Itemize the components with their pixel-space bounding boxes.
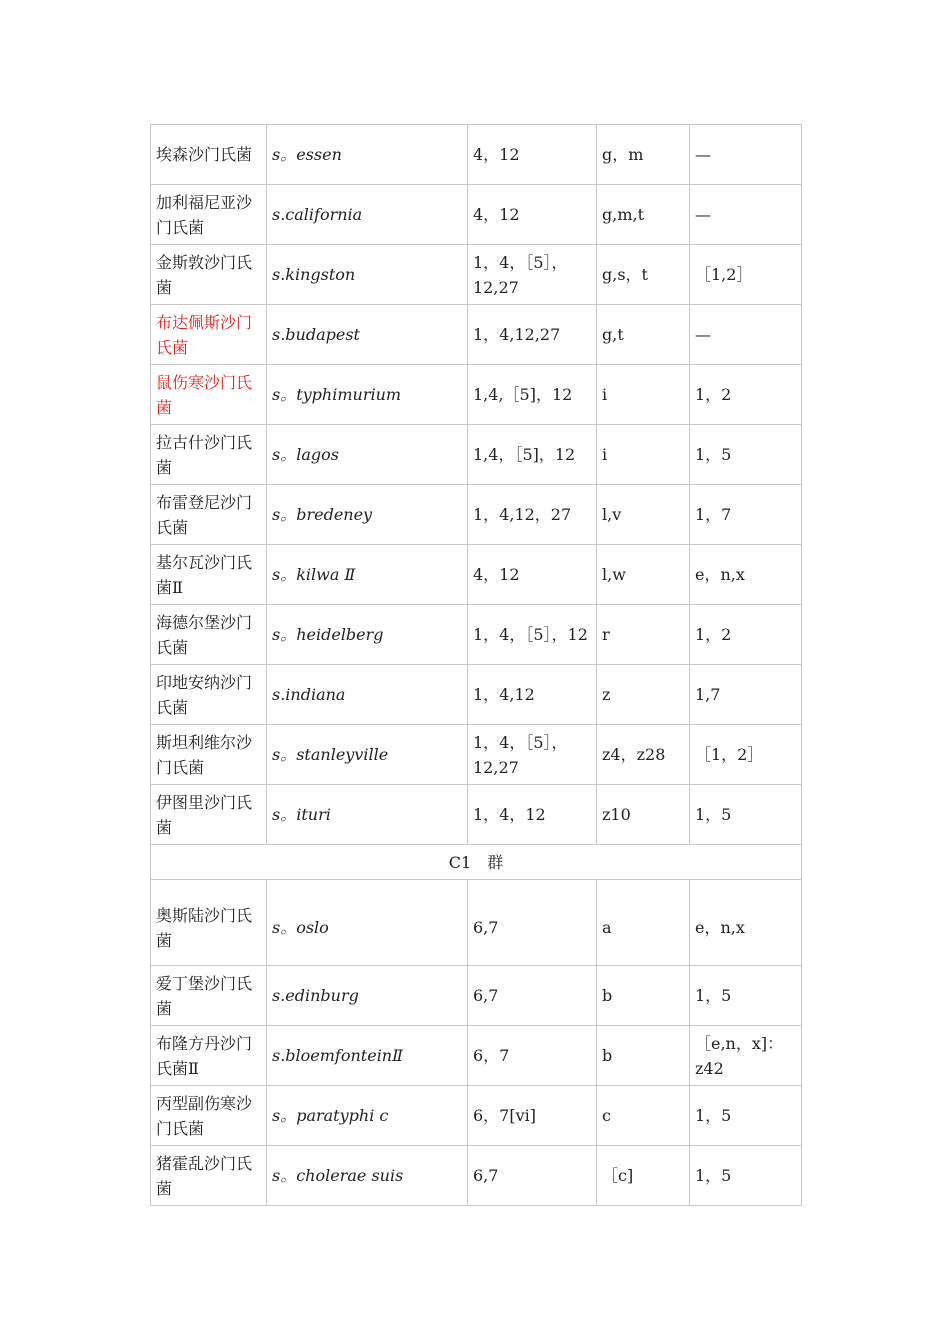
cell-o-antigen: 1，4,12，27 bbox=[468, 485, 597, 545]
cell-h-phase2: ［e,n，x]：z42 bbox=[690, 1026, 802, 1086]
cell-name: 布隆方丹沙门氏菌Ⅱ bbox=[151, 1026, 267, 1086]
cell-h-phase1: r bbox=[597, 605, 690, 665]
cell-h-phase1: z4，z28 bbox=[597, 725, 690, 785]
salmonella-antigen-table bbox=[150, 124, 802, 1206]
table-row bbox=[151, 665, 802, 725]
cell-o-antigen: 1，4，12 bbox=[468, 785, 597, 845]
cell-latin: s。lagos bbox=[267, 425, 468, 485]
cell-latin: s。essen bbox=[267, 125, 468, 185]
cell-o-antigen: 6，7[vi] bbox=[468, 1086, 597, 1146]
cell-name: 丙型副伤寒沙门氏菌 bbox=[151, 1086, 267, 1146]
table-row bbox=[151, 1086, 802, 1146]
cell-latin: s。heidelberg bbox=[267, 605, 468, 665]
cell-latin: s。ituri bbox=[267, 785, 468, 845]
group-header-row bbox=[151, 845, 802, 880]
cell-latin: s。typhimurium bbox=[267, 365, 468, 425]
table-row bbox=[151, 605, 802, 665]
cell-o-antigen: 4，12 bbox=[468, 545, 597, 605]
cell-latin: s。stanleyville bbox=[267, 725, 468, 785]
cell-h-phase2: e，n,x bbox=[690, 545, 802, 605]
cell-h-phase1: g，m bbox=[597, 125, 690, 185]
cell-latin: s。cholerae suis bbox=[267, 1146, 468, 1206]
cell-name: 加利福尼亚沙门氏菌 bbox=[151, 185, 267, 245]
cell-h-phase1: g,s，t bbox=[597, 245, 690, 305]
cell-h-phase2: ［1,2］ bbox=[690, 245, 802, 305]
cell-name: 猪霍乱沙门氏菌 bbox=[151, 1146, 267, 1206]
cell-name: 拉古什沙门氏菌 bbox=[151, 425, 267, 485]
table-row bbox=[151, 125, 802, 185]
cell-name: 鼠伤寒沙门氏菌 bbox=[151, 365, 267, 425]
cell-latin: s。oslo bbox=[267, 880, 468, 966]
cell-o-antigen: 4，12 bbox=[468, 185, 597, 245]
cell-latin: s.edinburg bbox=[267, 966, 468, 1026]
cell-name: 埃森沙门氏菌 bbox=[151, 125, 267, 185]
cell-latin: s。paratyphi c bbox=[267, 1086, 468, 1146]
cell-o-antigen: 1，4，［5］，12,27 bbox=[468, 245, 597, 305]
table-row bbox=[151, 725, 802, 785]
table-row bbox=[151, 305, 802, 365]
cell-h-phase1: z10 bbox=[597, 785, 690, 845]
table-row bbox=[151, 245, 802, 305]
cell-h-phase1: l,w bbox=[597, 545, 690, 605]
cell-o-antigen: 1，4,12 bbox=[468, 665, 597, 725]
cell-h-phase1: ［c] bbox=[597, 1146, 690, 1206]
cell-latin: s。bredeney bbox=[267, 485, 468, 545]
table-row bbox=[151, 966, 802, 1026]
cell-h-phase2: 1，2 bbox=[690, 605, 802, 665]
cell-name: 海德尔堡沙门氏菌 bbox=[151, 605, 267, 665]
table-row bbox=[151, 785, 802, 845]
cell-h-phase2: 1，2 bbox=[690, 365, 802, 425]
cell-latin: s.kingston bbox=[267, 245, 468, 305]
cell-o-antigen: 6,7 bbox=[468, 1146, 597, 1206]
cell-h-phase2: 1，5 bbox=[690, 425, 802, 485]
cell-h-phase2: 1，5 bbox=[690, 785, 802, 845]
cell-latin: s.bloemfonteinⅡ bbox=[267, 1026, 468, 1086]
group-label: C1 群 bbox=[151, 845, 802, 880]
cell-o-antigen: 1，4，［5］，12,27 bbox=[468, 725, 597, 785]
cell-name: 布达佩斯沙门氏菌 bbox=[151, 305, 267, 365]
cell-h-phase1: l,v bbox=[597, 485, 690, 545]
cell-latin: s。kilwa Ⅱ bbox=[267, 545, 468, 605]
cell-h-phase1: z bbox=[597, 665, 690, 725]
cell-h-phase1: i bbox=[597, 425, 690, 485]
table-row bbox=[151, 545, 802, 605]
cell-h-phase1: i bbox=[597, 365, 690, 425]
cell-name: 爱丁堡沙门氏菌 bbox=[151, 966, 267, 1026]
cell-h-phase2: — bbox=[690, 125, 802, 185]
cell-o-antigen: 6,7 bbox=[468, 880, 597, 966]
cell-name: 印地安纳沙门氏菌 bbox=[151, 665, 267, 725]
cell-h-phase1: g,t bbox=[597, 305, 690, 365]
table-row bbox=[151, 880, 802, 966]
cell-name: 奥斯陆沙门氏菌 bbox=[151, 880, 267, 966]
cell-h-phase1: c bbox=[597, 1086, 690, 1146]
table-row bbox=[151, 365, 802, 425]
cell-h-phase1: a bbox=[597, 880, 690, 966]
cell-h-phase2: e，n,x bbox=[690, 880, 802, 966]
cell-name: 斯坦利维尔沙门氏菌 bbox=[151, 725, 267, 785]
cell-h-phase2: — bbox=[690, 305, 802, 365]
table-row bbox=[151, 1026, 802, 1086]
cell-o-antigen: 1,4，［5]，12 bbox=[468, 425, 597, 485]
cell-name: 布雷登尼沙门氏菌 bbox=[151, 485, 267, 545]
cell-h-phase1: b bbox=[597, 1026, 690, 1086]
cell-h-phase2: 1，5 bbox=[690, 1146, 802, 1206]
cell-h-phase2: 1，7 bbox=[690, 485, 802, 545]
cell-latin: s.indiana bbox=[267, 665, 468, 725]
cell-h-phase2: ［1，2］ bbox=[690, 725, 802, 785]
cell-latin: s.california bbox=[267, 185, 468, 245]
cell-name: 基尔瓦沙门氏菌Ⅱ bbox=[151, 545, 267, 605]
cell-o-antigen: 6，7 bbox=[468, 1026, 597, 1086]
table-row bbox=[151, 485, 802, 545]
cell-h-phase2: 1,7 bbox=[690, 665, 802, 725]
cell-o-antigen: 1,4,［5]，12 bbox=[468, 365, 597, 425]
cell-h-phase2: 1，5 bbox=[690, 1086, 802, 1146]
table-row bbox=[151, 185, 802, 245]
cell-h-phase2: — bbox=[690, 185, 802, 245]
table-row bbox=[151, 425, 802, 485]
cell-h-phase1: g,m,t bbox=[597, 185, 690, 245]
cell-o-antigen: 1，4，［5］，12 bbox=[468, 605, 597, 665]
cell-latin: s.budapest bbox=[267, 305, 468, 365]
table-row bbox=[151, 1146, 802, 1206]
cell-name: 伊图里沙门氏菌 bbox=[151, 785, 267, 845]
cell-o-antigen: 6,7 bbox=[468, 966, 597, 1026]
cell-o-antigen: 1，4,12,27 bbox=[468, 305, 597, 365]
cell-h-phase1: b bbox=[597, 966, 690, 1026]
cell-h-phase2: 1，5 bbox=[690, 966, 802, 1026]
cell-o-antigen: 4，12 bbox=[468, 125, 597, 185]
cell-name: 金斯敦沙门氏菌 bbox=[151, 245, 267, 305]
